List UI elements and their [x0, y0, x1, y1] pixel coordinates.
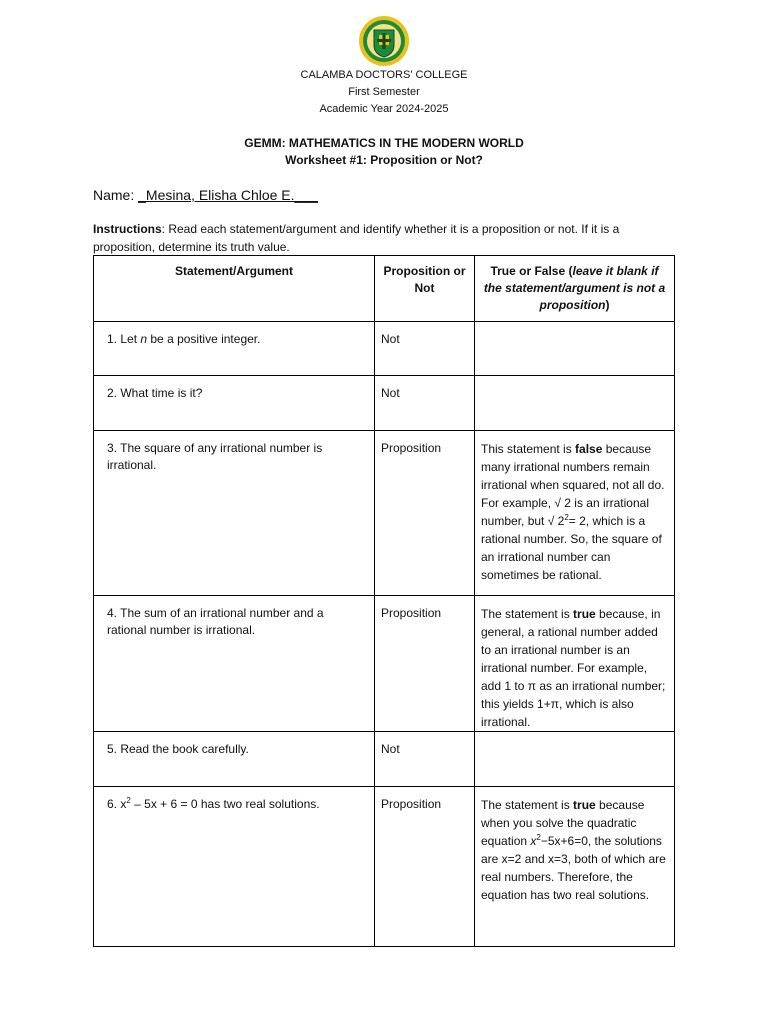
- answer-cell: [475, 322, 675, 376]
- classification-cell: Proposition: [375, 596, 475, 732]
- answer-cell: The statement is true because, in general, a rational number added to an irrational number is an irrational number. For example, add 1 to π as an irrational number; this yields 1+π, which is also irrational.: [475, 596, 675, 732]
- name-value: _Mesina, Elisha Chloe E.___: [138, 187, 318, 203]
- classification-cell: Not: [375, 322, 475, 376]
- header-proposition: Proposition or Not: [375, 256, 475, 322]
- table-row: [94, 596, 675, 732]
- header-statement: Statement/Argument: [94, 256, 375, 322]
- answer-cell: The statement is true because when you solve the quadratic equation $x^2-5x+6=0$, the solutions are x=2 and x=3, both of which are real numbers. Therefore, the equation has two real solutions.: [475, 787, 675, 947]
- academic-year: Academic Year 2024-2025: [319, 103, 449, 115]
- table-row: [94, 787, 675, 947]
- statement-cell: 3. The square of any irrational number is irrational.: [94, 431, 375, 596]
- statement-cell: 2. What time is it?: [94, 376, 375, 431]
- statement-cell: 5. Read the book carefully.: [94, 732, 375, 787]
- table-row: [94, 376, 675, 431]
- college-name: CALAMBA DOCTORS' COLLEGE: [300, 69, 468, 81]
- instructions: [93, 220, 673, 256]
- table-row: [94, 431, 675, 596]
- classification-cell: Proposition: [375, 431, 475, 596]
- worksheet-table: [93, 255, 675, 947]
- statement-cell: 6. $x^2 - 5x + 6 = 0$ has two real solutions.: [94, 787, 375, 947]
- answer-cell: [475, 376, 675, 431]
- worksheet-title: Worksheet #1: Proposition or Not?: [285, 153, 483, 167]
- classification-cell: Not: [375, 376, 475, 431]
- statement-cell: 4. The sum of an irrational number and a rational number is irrational.: [94, 596, 375, 732]
- table-row: [94, 732, 675, 787]
- header-truth-value: True or False (leave it blank if the statement/argument is not a proposition): [475, 256, 675, 322]
- answer-cell: [475, 732, 675, 787]
- table-row: [94, 322, 675, 376]
- name-row: [93, 187, 318, 203]
- course-title: GEMM: MATHEMATICS IN THE MODERN WORLD: [244, 136, 524, 150]
- statement-cell: 1. Let n be a positive integer.: [94, 322, 375, 376]
- instructions-label: Instructions: [93, 222, 162, 236]
- college-seal-logo: [358, 15, 410, 67]
- table-header-row: [94, 256, 675, 322]
- classification-cell: Proposition: [375, 787, 475, 947]
- classification-cell: Not: [375, 732, 475, 787]
- name-label: Name:: [93, 187, 135, 203]
- instructions-text: : Read each statement/argument and identify whether it is a proposition or not. If it is a proposition, determine its truth value.: [93, 222, 620, 254]
- semester: First Semester: [348, 86, 420, 98]
- answer-cell: This statement is false because many irrational numbers remain irrational when squared, not all do. For example, √ 2 is an irrational number, but √ $2^2= 2$, which is a rational number. So, the square of an irrational number can sometimes be rational.: [475, 431, 675, 596]
